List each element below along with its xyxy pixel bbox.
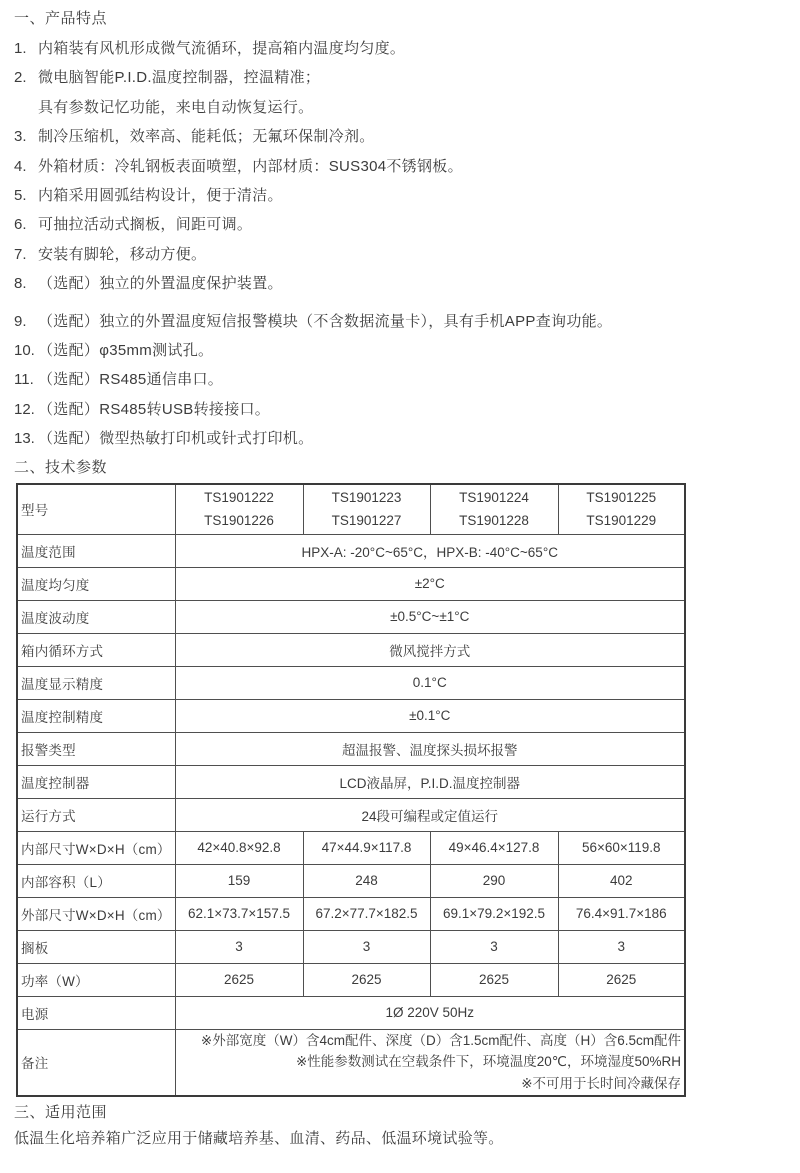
spec-label: 箱内循环方式 [17,633,175,666]
list-item [14,181,784,210]
spec-value-remark [175,1029,685,1096]
list-item-text: （选配）独立的外置温度短信报警模块（不含数据流量卡），具有手机APP查询功能。 [38,312,613,330]
table-row [17,765,685,798]
table-row [17,963,685,996]
spec-value: 67.2×77.7×182.5 [303,897,430,930]
spec-value: ±0.1°C [175,699,685,732]
spec-value: 47×44.9×117.8 [303,831,430,864]
spec-label: 型号 [17,484,175,535]
list-item [14,210,784,239]
list-item-continuation [14,93,784,122]
specs-table [16,483,686,1097]
spec-value: 49×46.4×127.8 [430,831,558,864]
list-item-text: （选配）微型热敏打印机或针式打印机。 [38,430,314,448]
list-item-number: 4. [14,157,27,175]
spec-label: 运行方式 [17,798,175,831]
list-item-text: 制冷压缩机，效率高、能耗低；无氟环保制冷剂。 [38,128,375,146]
spec-value: 超温报警、温度探头损坏报警 [175,732,685,765]
list-item-number: 7. [14,245,27,263]
spec-value: 2625 [303,963,430,996]
model-number: TS1901223 [331,490,402,506]
list-item-number: 10. [14,342,35,360]
spec-value [430,484,558,535]
table-row [17,534,685,567]
spec-value: 2625 [558,963,685,996]
spec-value: ±0.5°C~±1°C [175,600,685,633]
list-item [14,365,784,394]
table-row [17,996,685,1029]
spec-value: 76.4×91.7×186 [558,897,685,930]
model-number: TS1901224 [459,490,529,506]
list-item [14,63,784,92]
model-number: TS1901222 [204,490,274,506]
spec-value: 248 [303,864,430,897]
model-number: TS1901229 [586,513,657,529]
spec-value: 159 [175,864,303,897]
table-row [17,798,685,831]
spec-value: 402 [558,864,685,897]
spec-label: 外部尺寸W×D×H（cm） [17,897,175,930]
spec-value: 2625 [175,963,303,996]
spec-label: 内部容积（L） [17,864,175,897]
remark-line: ※性能参数测试在空载条件下，环境温度20℃，环境湿度50%RH [295,1054,681,1070]
section-heading-specs: 二、技术参数 [14,458,108,476]
list-item-number: 12. [14,400,35,418]
section-heading-features: 一、产品特点 [14,10,108,27]
spec-value: 微风搅拌方式 [175,633,685,666]
spec-value: 24段可编程或定值运行 [175,798,685,831]
spec-value: 3 [430,930,558,963]
spec-label: 搁板 [17,930,175,963]
table-row [17,864,685,897]
spec-label: 温度范围 [17,534,175,567]
spec-value [558,484,685,535]
list-item-text: 安装有脚轮，移动方便。 [38,245,207,263]
list-item [14,269,784,298]
table-row [17,930,685,963]
spec-label: 温度均匀度 [17,567,175,600]
table-row [17,699,685,732]
spec-label: 电源 [17,996,175,1029]
list-item [14,152,784,181]
spec-label: 内部尺寸W×D×H（cm） [17,831,175,864]
remark-line: ※不可用于长时间冷藏保存 [521,1075,681,1091]
model-number: TS1901228 [459,513,529,529]
table-row [17,831,685,864]
model-number: TS1901225 [586,490,657,506]
list-item-text: （选配）RS485通信串口。 [38,371,224,389]
scope-text: 低温生化培养箱广泛应用于储藏培养基、血清、药品、低温环境试验等。 [14,1129,504,1147]
spec-value: 2625 [430,963,558,996]
list-item-text: 内箱采用圆弧结构设计，便于清洁。 [38,187,283,205]
spec-label: 温度控制精度 [17,699,175,732]
spec-value: 62.1×73.7×157.5 [175,897,303,930]
list-item-number: 9. [14,312,27,330]
spec-value: 3 [558,930,685,963]
spec-value: 42×40.8×92.8 [175,831,303,864]
list-item [14,34,784,63]
spec-value: HPX-A: -20°C~65°C，HPX-B: -40°C~65°C [175,534,685,567]
list-item-text: 具有参数记忆功能，来电自动恢复运行。 [38,98,314,116]
features-list [14,34,784,454]
list-item [14,424,784,453]
spec-value [175,484,303,535]
list-item-text: （选配）φ35mm测试孔。 [38,342,214,360]
table-row-model [17,484,685,535]
model-number: TS1901227 [331,513,402,529]
list-item [14,336,784,365]
list-item [14,240,784,269]
table-row [17,600,685,633]
list-item-number: 2. [14,69,27,87]
section-heading-scope: 三、适用范围 [14,1103,108,1121]
spec-label: 报警类型 [17,732,175,765]
table-row [17,897,685,930]
list-item-number: 6. [14,216,27,234]
list-item-text: 外箱材质：冷轧钢板表面喷塑，内部材质：SUS304不锈钢板。 [38,157,463,175]
list-item-number: 1. [14,40,27,57]
list-item-number: 5. [14,187,27,205]
list-item-text: （选配）独立的外置温度保护装置。 [38,275,283,293]
list-item-number: 11. [14,371,34,389]
list-item-text: 可抽拉活动式搁板，间距可调。 [38,216,253,234]
spec-label: 温度显示精度 [17,666,175,699]
list-item [14,122,784,151]
list-item-number: 3. [14,128,27,146]
spec-value: ±2°C [175,567,685,600]
list-item [14,395,784,424]
list-item-number: 13. [14,430,35,448]
spec-value: 290 [430,864,558,897]
table-row [17,633,685,666]
spec-label: 温度波动度 [17,600,175,633]
spec-value [303,484,430,535]
spec-value: 69.1×79.2×192.5 [430,897,558,930]
spec-label: 功率（W） [17,963,175,996]
list-item-text: 内箱装有风机形成微气流循环，提高箱内温度均匀度。 [38,40,406,57]
list-item-text: （选配）RS485转USB转接接口。 [38,400,271,418]
model-number: TS1901226 [204,513,274,529]
spec-label: 备注 [17,1029,175,1096]
table-row [17,567,685,600]
spec-label: 温度控制器 [17,765,175,798]
list-item-number-spacer [14,93,38,122]
remark-line: ※外部宽度（W）含4cm配件、深度（D）含1.5cm配件、高度（H）含6.5cm配件 [200,1032,681,1048]
table-row [17,666,685,699]
spec-value: 1Ø 220V 50Hz [175,996,685,1029]
spec-value: LCD液晶屏，P.I.D.温度控制器 [175,765,685,798]
spec-value: 56×60×119.8 [558,831,685,864]
spec-value: 3 [175,930,303,963]
list-item-text: 微电脑智能P.I.D.温度控制器，控温精准； [38,69,321,87]
table-row [17,732,685,765]
spec-value: 3 [303,930,430,963]
spec-value: 0.1°C [175,666,685,699]
list-item-number: 8. [14,275,27,293]
list-item [14,307,784,336]
table-row-remark [17,1029,685,1096]
